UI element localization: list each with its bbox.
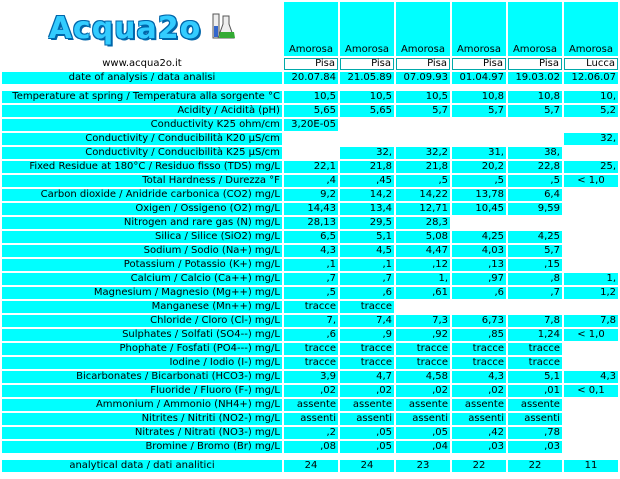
parameter-value xyxy=(284,147,338,159)
parameter-value: tracce xyxy=(452,357,506,369)
parameter-value: 32,2 xyxy=(396,147,450,159)
source-name: Amorosa xyxy=(340,2,394,56)
parameter-value: 12,71 xyxy=(396,203,450,215)
parameter-row xyxy=(2,273,618,285)
parameter-value: 5,7 xyxy=(508,105,562,117)
parameter-row xyxy=(2,231,618,243)
parameter-row xyxy=(2,119,618,131)
parameter-row xyxy=(2,413,618,425)
parameter-value: 4,3 xyxy=(564,371,618,383)
parameter-value: 20,2 xyxy=(452,161,506,173)
parameter-value: < 1,0 xyxy=(564,175,618,187)
parameter-value: tracce xyxy=(284,343,338,355)
parameter-value: 32, xyxy=(340,147,394,159)
parameter-value: assenti xyxy=(340,413,394,425)
parameter-value: 5,08 xyxy=(396,231,450,243)
parameter-label: Nitrogen and rare gas (N) mg/L xyxy=(2,217,282,229)
parameter-value: 6,5 xyxy=(284,231,338,243)
parameter-value: ,4 xyxy=(284,175,338,187)
parameter-value: ,02 xyxy=(396,385,450,397)
parameter-label: Bicarbonates / Bicarbonati (HCO3-) mg/L xyxy=(2,371,282,383)
parameter-value xyxy=(564,427,618,439)
parameter-value xyxy=(564,413,618,425)
separator-cell xyxy=(284,86,338,89)
parameter-value: assente xyxy=(340,399,394,411)
parameter-value: 7,3 xyxy=(396,315,450,327)
parameter-value: 6,73 xyxy=(452,315,506,327)
analytical-data-count: 22 xyxy=(452,460,506,472)
parameter-value: tracce xyxy=(340,301,394,313)
parameter-value: tracce xyxy=(284,357,338,369)
date-label: date of analysis / data analisi xyxy=(2,72,282,84)
parameter-value: 4,47 xyxy=(396,245,450,257)
parameter-value: ,9 xyxy=(340,329,394,341)
parameter-value: ,5 xyxy=(284,287,338,299)
source-city: Pisa xyxy=(284,58,338,70)
parameter-value: 13,78 xyxy=(452,189,506,201)
row-separator xyxy=(2,86,618,89)
parameter-label: Calcium / Calcio (Ca++) mg/L xyxy=(2,273,282,285)
separator-cell xyxy=(452,86,506,89)
flask-icon xyxy=(211,12,235,46)
parameter-row xyxy=(2,427,618,439)
parameter-label: Acidity / Acidità (pH) xyxy=(2,105,282,117)
analysis-date: 07.09.93 xyxy=(396,72,450,84)
parameter-label: Iodine / Iodio (I-) mg/L xyxy=(2,357,282,369)
parameter-value: < 0,1 xyxy=(564,385,618,397)
row-separator xyxy=(2,455,618,458)
parameter-value: 28,13 xyxy=(284,217,338,229)
parameter-row xyxy=(2,175,618,187)
parameter-row xyxy=(2,203,618,215)
parameter-label: Conductivity / Conducibilità K25 µS/cm xyxy=(2,147,282,159)
parameter-value: 5,1 xyxy=(508,371,562,383)
separator-cell xyxy=(452,455,506,458)
parameter-value: 31, xyxy=(452,147,506,159)
parameter-row xyxy=(2,301,618,313)
parameter-value: 4,58 xyxy=(396,371,450,383)
parameter-value: ,1 xyxy=(340,259,394,271)
parameter-row xyxy=(2,357,618,369)
parameter-value: assente xyxy=(508,399,562,411)
parameter-value: assenti xyxy=(452,413,506,425)
analytical-data-count: 24 xyxy=(340,460,394,472)
source-name: Amorosa xyxy=(452,2,506,56)
parameter-row xyxy=(2,147,618,159)
parameter-label: Nitrites / Nitriti (NO2-) mg/L xyxy=(2,413,282,425)
parameter-value: 32, xyxy=(564,133,618,145)
parameter-label: Sodium / Sodio (Na+) mg/L xyxy=(2,245,282,257)
parameter-value: 14,22 xyxy=(396,189,450,201)
parameter-label: Conductivity / Conducibilità K20 µS/cm xyxy=(2,133,282,145)
parameter-value: ,05 xyxy=(396,427,450,439)
parameter-value xyxy=(564,119,618,131)
parameter-value xyxy=(564,189,618,201)
parameter-value xyxy=(396,119,450,131)
separator-cell xyxy=(564,86,618,89)
parameter-value: 10,5 xyxy=(284,91,338,103)
parameter-value: ,7 xyxy=(340,273,394,285)
parameter-value: 5,7 xyxy=(452,105,506,117)
parameter-row xyxy=(2,315,618,327)
source-city: Pisa xyxy=(452,58,506,70)
parameter-label: Potassium / Potassio (K+) mg/L xyxy=(2,259,282,271)
parameter-value: 1,24 xyxy=(508,329,562,341)
parameter-value xyxy=(508,119,562,131)
source-name: Amorosa xyxy=(564,2,618,56)
analysis-date: 19.03.02 xyxy=(508,72,562,84)
parameter-value: ,7 xyxy=(508,287,562,299)
parameter-label: Fluoride / Fluoro (F-) mg/L xyxy=(2,385,282,397)
parameter-row xyxy=(2,259,618,271)
parameter-value: ,5 xyxy=(508,175,562,187)
parameter-value xyxy=(564,357,618,369)
parameter-value: tracce xyxy=(340,343,394,355)
parameter-value: < 1,0 xyxy=(564,329,618,341)
parameter-value: ,12 xyxy=(396,259,450,271)
parameter-value xyxy=(564,441,618,453)
parameter-value: ,61 xyxy=(396,287,450,299)
parameter-value: ,02 xyxy=(452,385,506,397)
parameter-value xyxy=(564,259,618,271)
analysis-date: 21.05.89 xyxy=(340,72,394,84)
parameter-value: 10,5 xyxy=(396,91,450,103)
parameter-value: 4,25 xyxy=(508,231,562,243)
parameter-row xyxy=(2,287,618,299)
separator-cell xyxy=(340,455,394,458)
parameter-value: 6,4 xyxy=(508,189,562,201)
parameter-value: 4,7 xyxy=(340,371,394,383)
parameter-value: ,08 xyxy=(284,441,338,453)
parameter-value: 3,20E-05 xyxy=(284,119,338,131)
parameter-row xyxy=(2,105,618,117)
analysis-date: 20.07.84 xyxy=(284,72,338,84)
parameter-value xyxy=(452,217,506,229)
parameter-value: ,6 xyxy=(284,329,338,341)
parameter-value: ,5 xyxy=(452,175,506,187)
parameter-value: ,15 xyxy=(508,259,562,271)
logo-cell xyxy=(2,2,282,56)
parameter-value: 9,2 xyxy=(284,189,338,201)
parameter-label: Temperature at spring / Temperatura alla sorgente °C xyxy=(2,91,282,103)
parameter-value: ,78 xyxy=(508,427,562,439)
parameter-label: Oxigen / Ossigeno (O2) mg/L xyxy=(2,203,282,215)
analysis-date: 01.04.97 xyxy=(452,72,506,84)
parameter-value: 3,9 xyxy=(284,371,338,383)
site-logo[interactable]: Acqua2o xyxy=(48,11,202,46)
separator-cell xyxy=(340,86,394,89)
parameter-value: ,85 xyxy=(452,329,506,341)
parameter-value xyxy=(452,301,506,313)
site-url-link[interactable]: www.acqua2o.it xyxy=(2,58,282,70)
parameter-value: 7,8 xyxy=(508,315,562,327)
parameter-value xyxy=(340,119,394,131)
parameter-label: Phophate / Fosfati (PO4---) mg/L xyxy=(2,343,282,355)
parameter-value: ,92 xyxy=(396,329,450,341)
parameter-value: 4,25 xyxy=(452,231,506,243)
parameter-label: Bromine / Bromo (Br) mg/L xyxy=(2,441,282,453)
parameter-value: tracce xyxy=(508,357,562,369)
parameter-value: 1, xyxy=(564,273,618,285)
parameter-value: 5,1 xyxy=(340,231,394,243)
parameter-value: ,03 xyxy=(452,441,506,453)
parameter-value: tracce xyxy=(284,301,338,313)
separator-cell xyxy=(508,86,562,89)
parameter-value: tracce xyxy=(396,343,450,355)
separator-cell xyxy=(284,455,338,458)
parameter-value xyxy=(396,301,450,313)
parameter-value: 13,4 xyxy=(340,203,394,215)
parameter-value: tracce xyxy=(452,343,506,355)
source-city: Pisa xyxy=(340,58,394,70)
parameter-value: ,13 xyxy=(452,259,506,271)
parameter-value: ,6 xyxy=(340,287,394,299)
parameter-row xyxy=(2,371,618,383)
analytical-data-label: analytical data / dati analitici xyxy=(2,460,282,472)
parameter-value: ,1 xyxy=(284,259,338,271)
parameter-value: 4,5 xyxy=(340,245,394,257)
parameter-value: 10,5 xyxy=(340,91,394,103)
parameter-value: 21,8 xyxy=(340,161,394,173)
parameter-label: Manganese (Mn++) mg/L xyxy=(2,301,282,313)
source-city: Pisa xyxy=(396,58,450,70)
parameter-value: 10,8 xyxy=(508,91,562,103)
parameter-value xyxy=(396,133,450,145)
separator-cell xyxy=(2,455,282,458)
parameter-value xyxy=(564,203,618,215)
parameter-value: 5,7 xyxy=(396,105,450,117)
parameter-value: 1, xyxy=(396,273,450,285)
parameter-value: 5,65 xyxy=(284,105,338,117)
parameter-value xyxy=(564,343,618,355)
parameter-value: 5,2 xyxy=(564,105,618,117)
parameter-value: ,03 xyxy=(508,441,562,453)
parameter-label: Fixed Residue at 180°C / Residuo fisso (TDS) mg/L xyxy=(2,161,282,173)
parameter-value: assente xyxy=(452,399,506,411)
parameter-value: assenti xyxy=(396,413,450,425)
parameter-value: ,5 xyxy=(396,175,450,187)
parameter-row xyxy=(2,441,618,453)
parameter-label: Silica / Silice (SiO2) mg/L xyxy=(2,231,282,243)
parameter-value: ,2 xyxy=(284,427,338,439)
parameter-value: 10,45 xyxy=(452,203,506,215)
analytical-data-count: 23 xyxy=(396,460,450,472)
parameter-value: 10, xyxy=(564,91,618,103)
parameter-value: 21,8 xyxy=(396,161,450,173)
parameter-value: ,05 xyxy=(340,427,394,439)
parameter-label: Conductivity K25 ohm/cm xyxy=(2,119,282,131)
parameter-value: 38, xyxy=(508,147,562,159)
parameter-label: Total Hardness / Durezza °F xyxy=(2,175,282,187)
parameter-value: ,02 xyxy=(284,385,338,397)
parameter-value: 7, xyxy=(284,315,338,327)
source-name: Amorosa xyxy=(508,2,562,56)
parameter-value: assenti xyxy=(284,413,338,425)
analysis-date: 12.06.07 xyxy=(564,72,618,84)
parameter-value xyxy=(340,133,394,145)
analytical-data-count: 22 xyxy=(508,460,562,472)
parameter-row xyxy=(2,161,618,173)
parameter-value: ,05 xyxy=(340,441,394,453)
parameter-value: 28,3 xyxy=(396,217,450,229)
source-city: Lucca xyxy=(564,58,618,70)
parameter-value xyxy=(452,119,506,131)
parameter-value xyxy=(564,147,618,159)
parameter-row xyxy=(2,91,618,103)
separator-cell xyxy=(2,86,282,89)
parameter-value: ,8 xyxy=(508,273,562,285)
parameter-value: assenti xyxy=(508,413,562,425)
parameter-value: 4,3 xyxy=(452,371,506,383)
analytical-data-count: 11 xyxy=(564,460,618,472)
parameter-row xyxy=(2,385,618,397)
parameter-value: 5,65 xyxy=(340,105,394,117)
parameter-value: ,04 xyxy=(396,441,450,453)
parameter-value: ,01 xyxy=(508,385,562,397)
parameter-value: ,02 xyxy=(340,385,394,397)
parameter-value: 7,8 xyxy=(564,315,618,327)
parameter-value xyxy=(508,301,562,313)
parameter-row xyxy=(2,329,618,341)
parameter-value xyxy=(564,301,618,313)
parameter-row xyxy=(2,189,618,201)
parameter-row xyxy=(2,245,618,257)
parameter-label: Ammonium / Ammonio (NH4+) mg/L xyxy=(2,399,282,411)
parameter-row xyxy=(2,343,618,355)
source-city: Pisa xyxy=(508,58,562,70)
parameter-value: 25, xyxy=(564,161,618,173)
parameter-value: 1,2 xyxy=(564,287,618,299)
parameter-value xyxy=(508,217,562,229)
analytical-data-count: 24 xyxy=(284,460,338,472)
source-name: Amorosa xyxy=(396,2,450,56)
separator-cell xyxy=(508,455,562,458)
parameter-value: 7,4 xyxy=(340,315,394,327)
parameter-row xyxy=(2,399,618,411)
separator-cell xyxy=(396,455,450,458)
parameter-value xyxy=(564,399,618,411)
parameter-value: ,45 xyxy=(340,175,394,187)
parameter-value: ,7 xyxy=(284,273,338,285)
parameter-value xyxy=(564,217,618,229)
parameter-value xyxy=(452,133,506,145)
parameter-row xyxy=(2,133,618,145)
parameter-value: 10,8 xyxy=(452,91,506,103)
parameter-value: assente xyxy=(284,399,338,411)
parameter-label: Nitrates / Nitrati (NO3-) mg/L xyxy=(2,427,282,439)
parameter-value xyxy=(564,245,618,257)
parameter-label: Chloride / Cloro (Cl-) mg/L xyxy=(2,315,282,327)
parameter-label: Carbon dioxide / Anidride carbonica (CO2) mg/L xyxy=(2,189,282,201)
parameter-row xyxy=(2,217,618,229)
parameter-value: 14,2 xyxy=(340,189,394,201)
parameter-value: ,42 xyxy=(452,427,506,439)
parameter-value: 29,5 xyxy=(340,217,394,229)
parameter-label: Magnesium / Magnesio (Mg++) mg/L xyxy=(2,287,282,299)
parameter-value: 5,7 xyxy=(508,245,562,257)
separator-cell xyxy=(396,86,450,89)
parameter-value: tracce xyxy=(396,357,450,369)
parameter-value: 14,43 xyxy=(284,203,338,215)
separator-cell xyxy=(564,455,618,458)
source-name: Amorosa xyxy=(284,2,338,56)
parameter-value: tracce xyxy=(508,343,562,355)
parameter-value xyxy=(284,133,338,145)
parameter-value: ,6 xyxy=(452,287,506,299)
parameter-value: 22,8 xyxy=(508,161,562,173)
parameter-value: 9,59 xyxy=(508,203,562,215)
parameter-value: 4,03 xyxy=(452,245,506,257)
parameter-value xyxy=(508,133,562,145)
parameter-value: ,97 xyxy=(452,273,506,285)
parameter-value: 4,3 xyxy=(284,245,338,257)
parameter-value xyxy=(564,231,618,243)
parameter-value: 22,1 xyxy=(284,161,338,173)
parameter-value: tracce xyxy=(340,357,394,369)
parameter-label: Sulphates / Solfati (SO4--) mg/L xyxy=(2,329,282,341)
parameter-value: assente xyxy=(396,399,450,411)
